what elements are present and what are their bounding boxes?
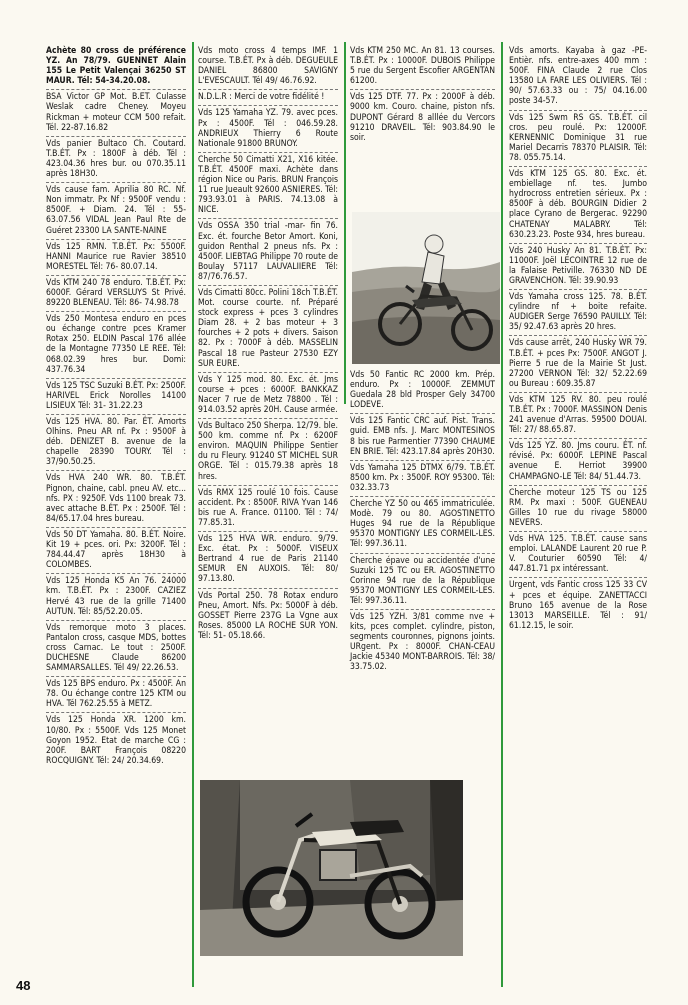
classified-ad: Vds 125 DTF. 77. Px : 2000F à déb. 9000 km. Couro. chaine, piston nfs. DUPONT Gérard 8 alllée du Vercors 91210 DRAVEIL. Tél: 903.84.90 le soir. xyxy=(350,92,495,143)
classified-ad: Vds HVA 125. T.B.ÉT. cause sans emploi. LALANDE Laurent 20 rue P. V. Couturier 60590 Tél: 4/ 447.81.71 px intéressant. xyxy=(509,532,647,578)
classified-ad: Vds HVA 240 WR. 80. T.B.ÉT. Pignon, chaine, cabl. pneu AV. etc... nfs. PX : 9250F. Vds 1100 break 73. avec attache B.ÉT. Px : 2500F. Tél : 84/65.17.04 hres bureau. xyxy=(46,471,186,527)
classified-ad: Vds 125 BPS enduro. Px : 4500F. An 78. Ou échange contre 125 KTM ou HVA. Tél 762.25.55 à METZ. xyxy=(46,677,186,713)
classified-ad: Vds Cimatti 80cc. Polini 18ch T.B.ÉT. Mot. course courte. nf. Préparé stock express + pces 3 cylindres Diam 28. + 2 bas moteur + 3 fourches + 2 pots + divers. Saison 82. Px : 7000F à déb. MASSELIN Pascal 18 rue Pasteur 27530 EZY SUR EURE. xyxy=(198,286,338,373)
classified-ad: Cherche 50 Cimatti X21, X16 kitée. T.B.ÉT. 4500F maxi. Achète dans région Nice ou Paris. BRUN François 11 rue Jueault 92600 ASNIERES. Tél: 793.93.01 à PARIS. 74.13.08 à NICE. xyxy=(198,153,338,220)
classified-ad: Vds KTM 125 GS. 80. Exc. ét. embiellage nf. tes. Jumbo hydrocross entretien sérieux. Px : 8500F à déb. BOURGIN Didier 2 place Cyrano de Bergerac. 92290 CHATENAY MALABRY. Tél: 630.23.23. Poste 934, hres bureau. xyxy=(509,167,647,244)
classified-ad: Vds Y 125 mod. 80. Exc. ét. Jms course + pces : 6000F. BANKKAZ Nacer 7 rue de Metz 78800 . Tél : 914.03.52 après 20H. Cause armée. xyxy=(198,373,338,419)
column-1 xyxy=(46,44,186,769)
column-2 xyxy=(198,44,338,644)
motorcycle-rider-photo xyxy=(352,212,500,364)
classified-ad: Vds KTM 240 78 enduro. T.B.ÉT. Px: 6000F. Gérard VERSLUYS St Privé. 89220 BLENEAU. Tél: 86- 74.98.78 xyxy=(46,276,186,312)
column-4 xyxy=(509,44,647,634)
classified-ad: Vds 125 YZH. 3/81 comme nve + kits, pces complet. cylindre, piston, segments couronnes, pignons joints. URgent. Px : 8000F. CHAN-CEAU Jackie 45340 MONT-BARROIS. Tél: 38/ 33.75.02. xyxy=(350,611,495,673)
classified-ad: Vds 125 Honda XR. 1200 km. 10/80. Px : 5500F. Vds 125 Monet Goyon 1952. Etat de marche CG : 200F. BART François 08220 ROCQUIGNY. Tél: 24/ 20.34.69. xyxy=(46,715,186,766)
classified-ad: Vds moto cross 4 temps IMF. 1 course. T.B.ÉT. Px à déb. DEGUEULE DANIEL 86800 SAVIGNY L'EVESCAULT. Tél 49/ 46.76.92. xyxy=(198,44,338,90)
classified-ad: Vds amorts. Kayaba à gaz -PE- Entièr. nfs. entre-axes 400 mm : 500F. FINA Claude 2 rue Clos 13580 LA FARE LES OLIVIERS. Tél : 90/ 57.63.33 ou : 75/ 04.16.00 poste 34-57. xyxy=(509,44,647,111)
classified-ad: Vds 50 DT Yamaha. 80. B.ÉT. Noire. Kit 19 + pces. ori. Px: 3200F. Tél : 784.44.47 après 18H30 à COLOMBES. xyxy=(46,528,186,574)
classified-ad: Vds 125 RMN. T.B.ÉT. Px: 5500F. HANNI Maurice rue Ravier 38510 MORESTEL Tél: 76- 80.07.14. xyxy=(46,240,186,276)
classified-ad: Vds OSSA 350 trial -mar- fin 76. Exc. ét. fourche Betor Amort. Koni, guidon Renthal 2 pneus nfs. Px : 4500F. LIEBTAG Philippe 70 route de Boulay 57117 LAUVALIIERE Tél: 87/76.76.57. xyxy=(198,219,338,286)
column-rule xyxy=(501,42,503,987)
classified-ad: Vds KTM 250 MC. An 81. 13 courses. T.B.ÉT. Px : 10000F. DUBOIS Philippe 5 rue du Sergent Escofier ARGENTAN 61200. xyxy=(350,44,495,90)
column-rule xyxy=(344,42,346,404)
classified-ad: Vds RMX 125 roulé 10 fois. Cause accident. Px : 8500F. RIVA Yvan 146 bis rue A. France. 01100. Tél : 74/ 77.85.31. xyxy=(198,486,338,532)
classified-ad: Vds cause arrêt, 240 Husky WR 79. T.B.ÉT. + pces Px: 7500F. ANGOT J. Pierre 5 rue de la Mairie St Just. 27200 VERNON Tél: 32/ 52.22.69 ou Bureau : 609.35.87 xyxy=(509,336,647,392)
classified-ad: Vds 125 HVA. 80. Par. ÉT. Amorts Olhins. Pneu AR nf. Px : 9500F à déb. DENIZET B. avenue de la chapelle 28390 TOURY. Tél : 37/90.50.25. xyxy=(46,415,186,471)
classified-ad: Vds 125 Honda K5 An 76. 24000 km. T.B.ÉT. Px : 2300F. CAZIEZ Hervé 43 rue de la grille 71400 AUTUN. Tél: 85/52.20.05. xyxy=(46,574,186,620)
classified-ad: Vds Yamaha cross 125. 78. B.ÉT. cylindre nf + boite refaite. AUDIGER Serge 76590 PAUILLY. Tél: 35/ 92.47.63 après 20 hres. xyxy=(509,290,647,336)
classified-ad: Vds Yamaha 125 DTMX 6/79. T.B.ÉT. 8500 km. Px : 3500F. ROY 95300. Tél: 032.33.73 xyxy=(350,461,495,497)
classified-ad: Vds 125 HVA WR. enduro. 9/79. Exc. état. Px : 5000F. VISEUX Bertrand 4 rue de Paris 21140 SEMUR EN AUXOIS. Tél: 80/ 97.13.80. xyxy=(198,532,338,588)
column-3-bottom xyxy=(350,368,495,676)
classified-ad: Vds 125 Swm RS GS. T.B.ÉT. cil cros. peu roulé. Px: 12000F. KERNENNIC Dominique 31 rue Mariel Decarris 78370 PLAISIR. Tél: 78. 055.75.14. xyxy=(509,111,647,167)
dirt-bike-photo xyxy=(200,780,463,956)
column-3-top xyxy=(350,44,495,146)
classified-ad: Vds 50 Fantic RC 2000 km. Prép. enduro. Px : 10000F. ZEMMUT Guedala 28 bld Prosper Gely 34700 LODEVE. xyxy=(350,368,495,414)
classified-ad: Vds Bultaco 250 Sherpa. 12/79. ble. 500 km. comme nf. Px : 6200F environ. MAQUIN Philippe Sentier du ru Fleury. 91240 ST MICHEL SUR ORGE. Tél : 015.79.38 après 18 hres. xyxy=(198,419,338,486)
motorcycle-rider-image xyxy=(352,212,500,364)
dirt-bike-image xyxy=(200,780,463,956)
classified-ad: Cherche épave ou accidentée d'une Suzuki 125 TC ou ER. AGOSTINETTO Corinne 94 rue de la République 95370 MONTIGNY LES CORMEIL-LES. Tél: 997.36.11. xyxy=(350,554,495,610)
classified-ad: Vds KTM 125 RV. 80. peu roulé T.B.ÉT. Px : 7000F. MASSINON Denis 241 avenue d'Arras. 59500 DOUAI. Tél: 27/ 88.65.87. xyxy=(509,393,647,439)
classified-ad: Vds 125 TSC Suzuki B.ÉT. Px: 2500F. HARIVEL Erick Norolles 14100 LISIEUX Tél: 31- 31.22.23 xyxy=(46,379,186,415)
classified-ad: Vds 125 Yamaha YZ. 79. avec pces. Px : 4500F. Tél : 046.59.28. ANDRIEUX Thierry 6 Route Nationale 91800 BRUNOY. xyxy=(198,106,338,152)
column-rule xyxy=(192,42,194,987)
classified-ad: Vds cause fam. Aprilia 80 RC. Nf. Non immatr. Px Nf : 9500F vendu : 8500F. + Diam. 24. Tél : 55- 63.07.56 VIDAL Jean Paul Rte de Guéret 23300 LA SANTE-NAINE xyxy=(46,183,186,239)
classified-ad: Vds 250 Montesa enduro en pces ou échange contre pces Kramer Rotax 250. ELDIN Pascal 176 allée de la Montagne 77350 LE REE. Tél: 068.02.39 hres bur. Domi: 437.76.34 xyxy=(46,312,186,379)
classified-ad: Vds Portal 250. 78 Rotax enduro Pneu, Amort. Nfs. Px: 5000F à déb. GOSSET Pierre 237G La Vgne aux Roses. 85000 LA ROCHE SUR YON. Tél: 51- 05.18.66. xyxy=(198,590,338,641)
page-number: 48 xyxy=(16,978,31,993)
classified-ad: Vds 125 YZ. 80. Jms couru. ÉT. nf. révisé. Px: 6000F. LEPINE Pascal avenue E. Herriot 39900 CHAMPAGNO-LE Tél: 84/ 51.44.73. xyxy=(509,439,647,485)
classified-ad: Vds remorque moto 3 places. Pantalon cross, casque MDS, bottes cross Carnac. Le tout : 2500F. DUCHESNE Claude 86200 SAMMARSALLES. Tél 49/ 22.26.53. xyxy=(46,621,186,677)
classified-ad: N.D.L.R : Merci de votre fidélité ! xyxy=(198,90,338,106)
classified-ad: Vds 125 Fantic CRC auf. Pist. Trans. guid. EMB nfs. J. Marc MONTESINOS 8 bis rue Parmentier 77390 CHAUME EN BRIE. Tél: 423.17.84 après 20H30. xyxy=(350,414,495,460)
classified-ad: Cherche moteur 125 TS ou 125 RM. Px maxi : 500F. GUENEAU Gilles 10 rue du rivage 58000 NEVERS. xyxy=(509,486,647,532)
classified-ad: Urgent, vds Fantic cross 125 33 CV + pces et équipe. ZANETTACCI Bruno 165 avenue de la Rose 13013 MARSEILLE. Tél : 91/ 61.12.15, le soir. xyxy=(509,580,647,631)
classified-ad: Vds 240 Husky An 81. T.B.ÉT. Px: 11000F. Joël LECOINTRE 12 rue de la Falaise Petiville. 76330 ND DE GRAVENCHON. Tél: 39.90.93 xyxy=(509,244,647,290)
classified-ad: Vds panier Bultaco Ch. Coutard. T.B.ÉT. Px : 1800F à déb. Tél : 423.04.36 hres bur. ou 070.35.11 après 18H30. xyxy=(46,137,186,183)
classified-ad: Cherche YZ 50 ou 465 immatriculée. Modè. 79 ou 80. AGOSTINETTO Huges 94 rue de la République 95370 MONTIGNY LES CORMEIL-LES. Tél: 997.36.11. xyxy=(350,497,495,553)
classified-ad: Achète 80 cross de préférence YZ. An 78/79. GUENNET Alain 155 Le Petit Valençai 36250 ST MAUR. Tél: 54-34.20.08. xyxy=(46,44,186,90)
classified-ad: BSA Victor GP Mot. B.ET. Culasse Weslak cadre Cheney. Moyeu Rickman + moteur CCM 500 refait. Tél. 22-87.16.82 xyxy=(46,90,186,136)
